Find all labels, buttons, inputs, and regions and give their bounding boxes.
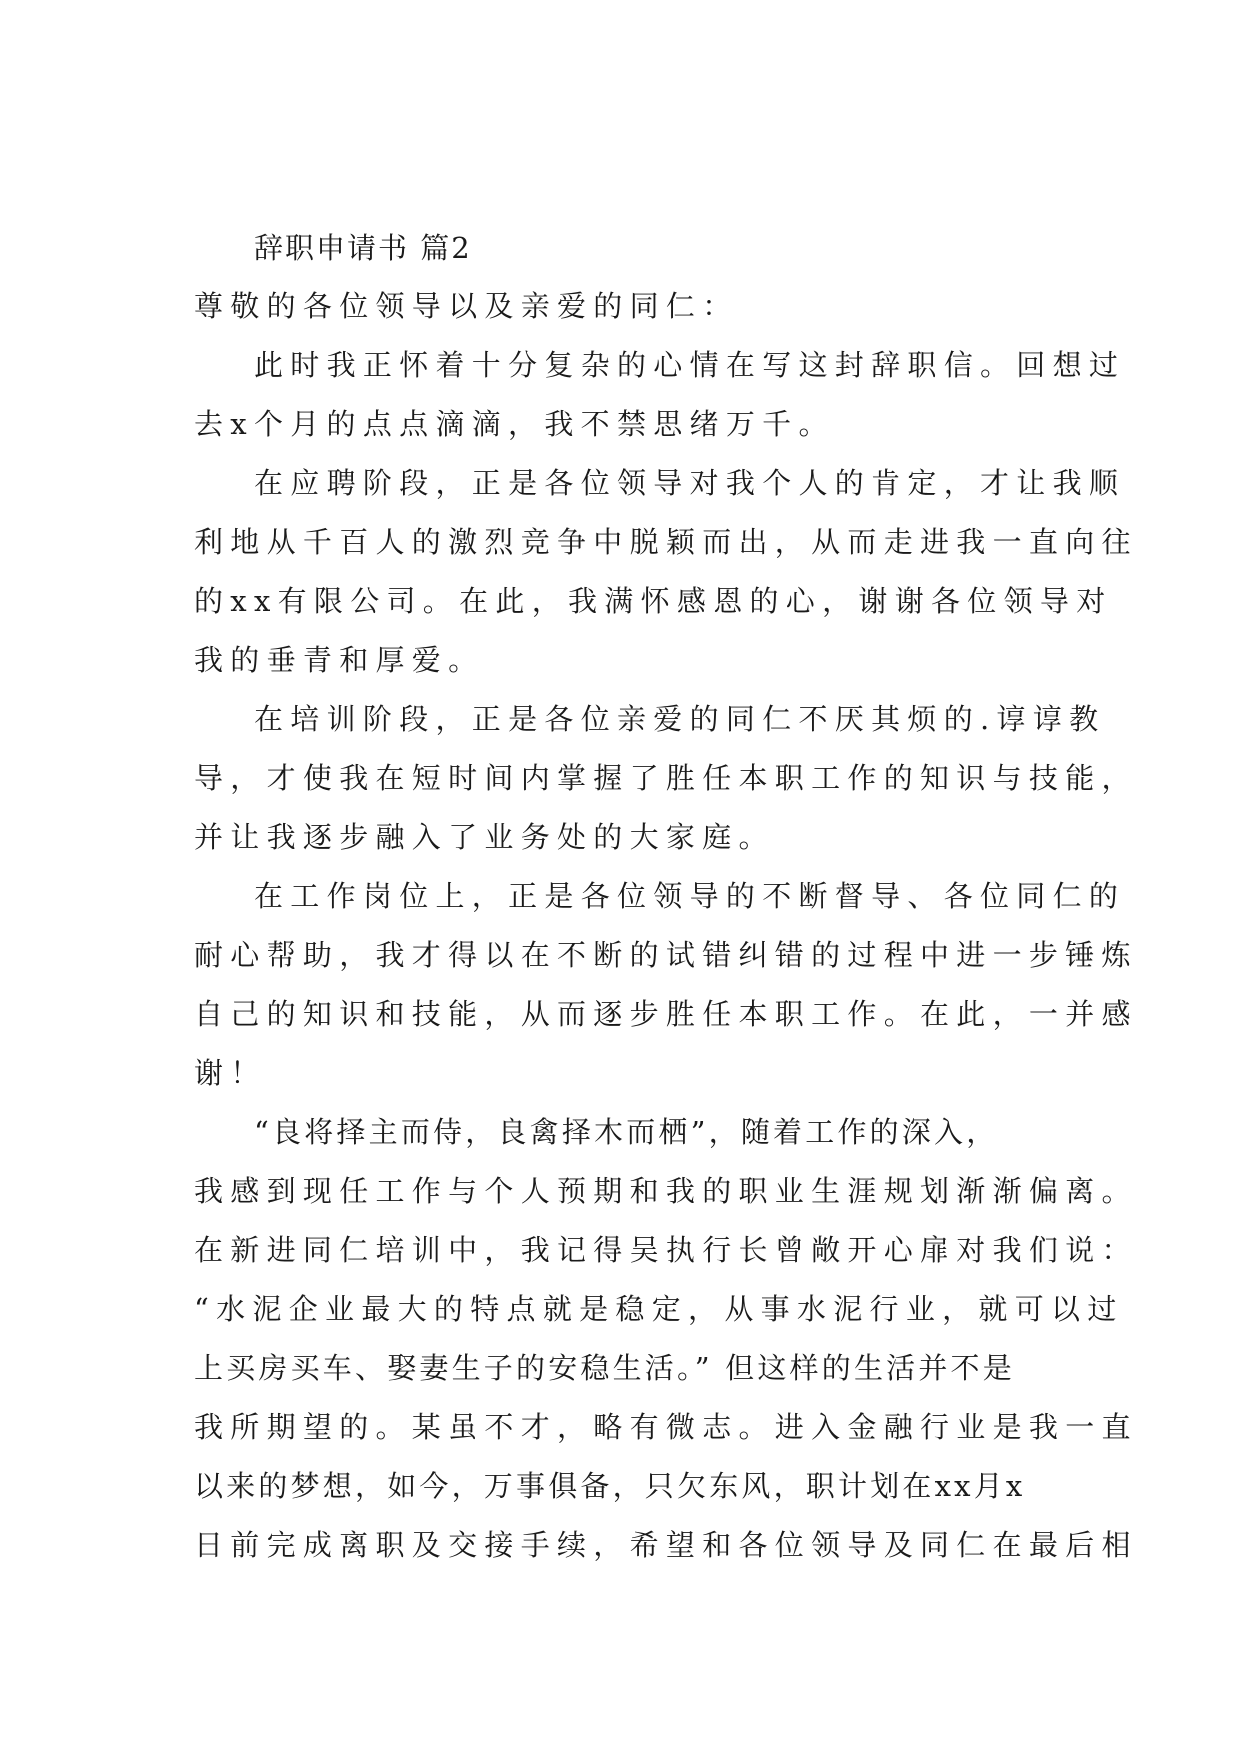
body-line: 我感到现任工作与个人预期和我的职业生涯规划渐渐偏离。 [194, 1174, 1138, 1208]
document-title: 辞职申请书 篇2 [254, 231, 472, 265]
body-line: 在新进同仁培训中，我记得吴执行长曾敞开心扉对我们说： [194, 1233, 1138, 1267]
body-line: “良将择主而侍，良禽择木而栖”，随着工作的深入， [254, 1115, 999, 1149]
body-line: 在应聘阶段，正是各位领导对我个人的肯定，才让我顺 [254, 466, 1126, 500]
salutation: 尊敬的各位领导以及亲爱的同仁： [194, 289, 739, 323]
body-line: 并让我逐步融入了业务处的大家庭。 [194, 820, 775, 854]
body-line: 在培训阶段，正是各位亲爱的同仁不厌其烦的.谆谆教 [254, 702, 1106, 736]
body-line: “水泥企业最大的特点就是稳定，从事水泥行业，就可以过 [194, 1292, 1124, 1326]
body-line: 谢！ [194, 1056, 267, 1090]
body-line: 耐心帮助，我才得以在不断的试错纠错的过程中进一步锤炼 [194, 938, 1138, 972]
body-line: 在工作岗位上，正是各位领导的不断督导、各位同仁的 [254, 879, 1126, 913]
body-line: 我的垂青和厚爱。 [194, 643, 485, 677]
body-line: 以来的梦想，如今，万事俱备，只欠东风，职计划在xx月x [194, 1469, 1026, 1503]
body-line: 上买房买车、娶妻生子的安稳生活。” 但这样的生活并不是 [194, 1351, 1015, 1385]
body-line: 去x个月的点点滴滴，我不禁思绪万千。 [194, 407, 835, 441]
body-line: 利地从千百人的激烈竞争中脱颖而出，从而走进我一直向往 [194, 525, 1138, 559]
body-line: 日前完成离职及交接手续，希望和各位领导及同仁在最后相 [194, 1528, 1138, 1562]
body-line: 的xx有限公司。在此，我满怀感恩的心，谢谢各位领导对 [194, 584, 1113, 618]
body-line: 我所期望的。某虽不才，略有微志。进入金融行业是我一直 [194, 1410, 1138, 1444]
body-line: 此时我正怀着十分复杂的心情在写这封辞职信。回想过 [254, 348, 1126, 382]
body-line: 自己的知识和技能，从而逐步胜任本职工作。在此，一并感 [194, 997, 1138, 1031]
body-line: 导，才使我在短时间内掌握了胜任本职工作的知识与技能， [194, 761, 1138, 795]
